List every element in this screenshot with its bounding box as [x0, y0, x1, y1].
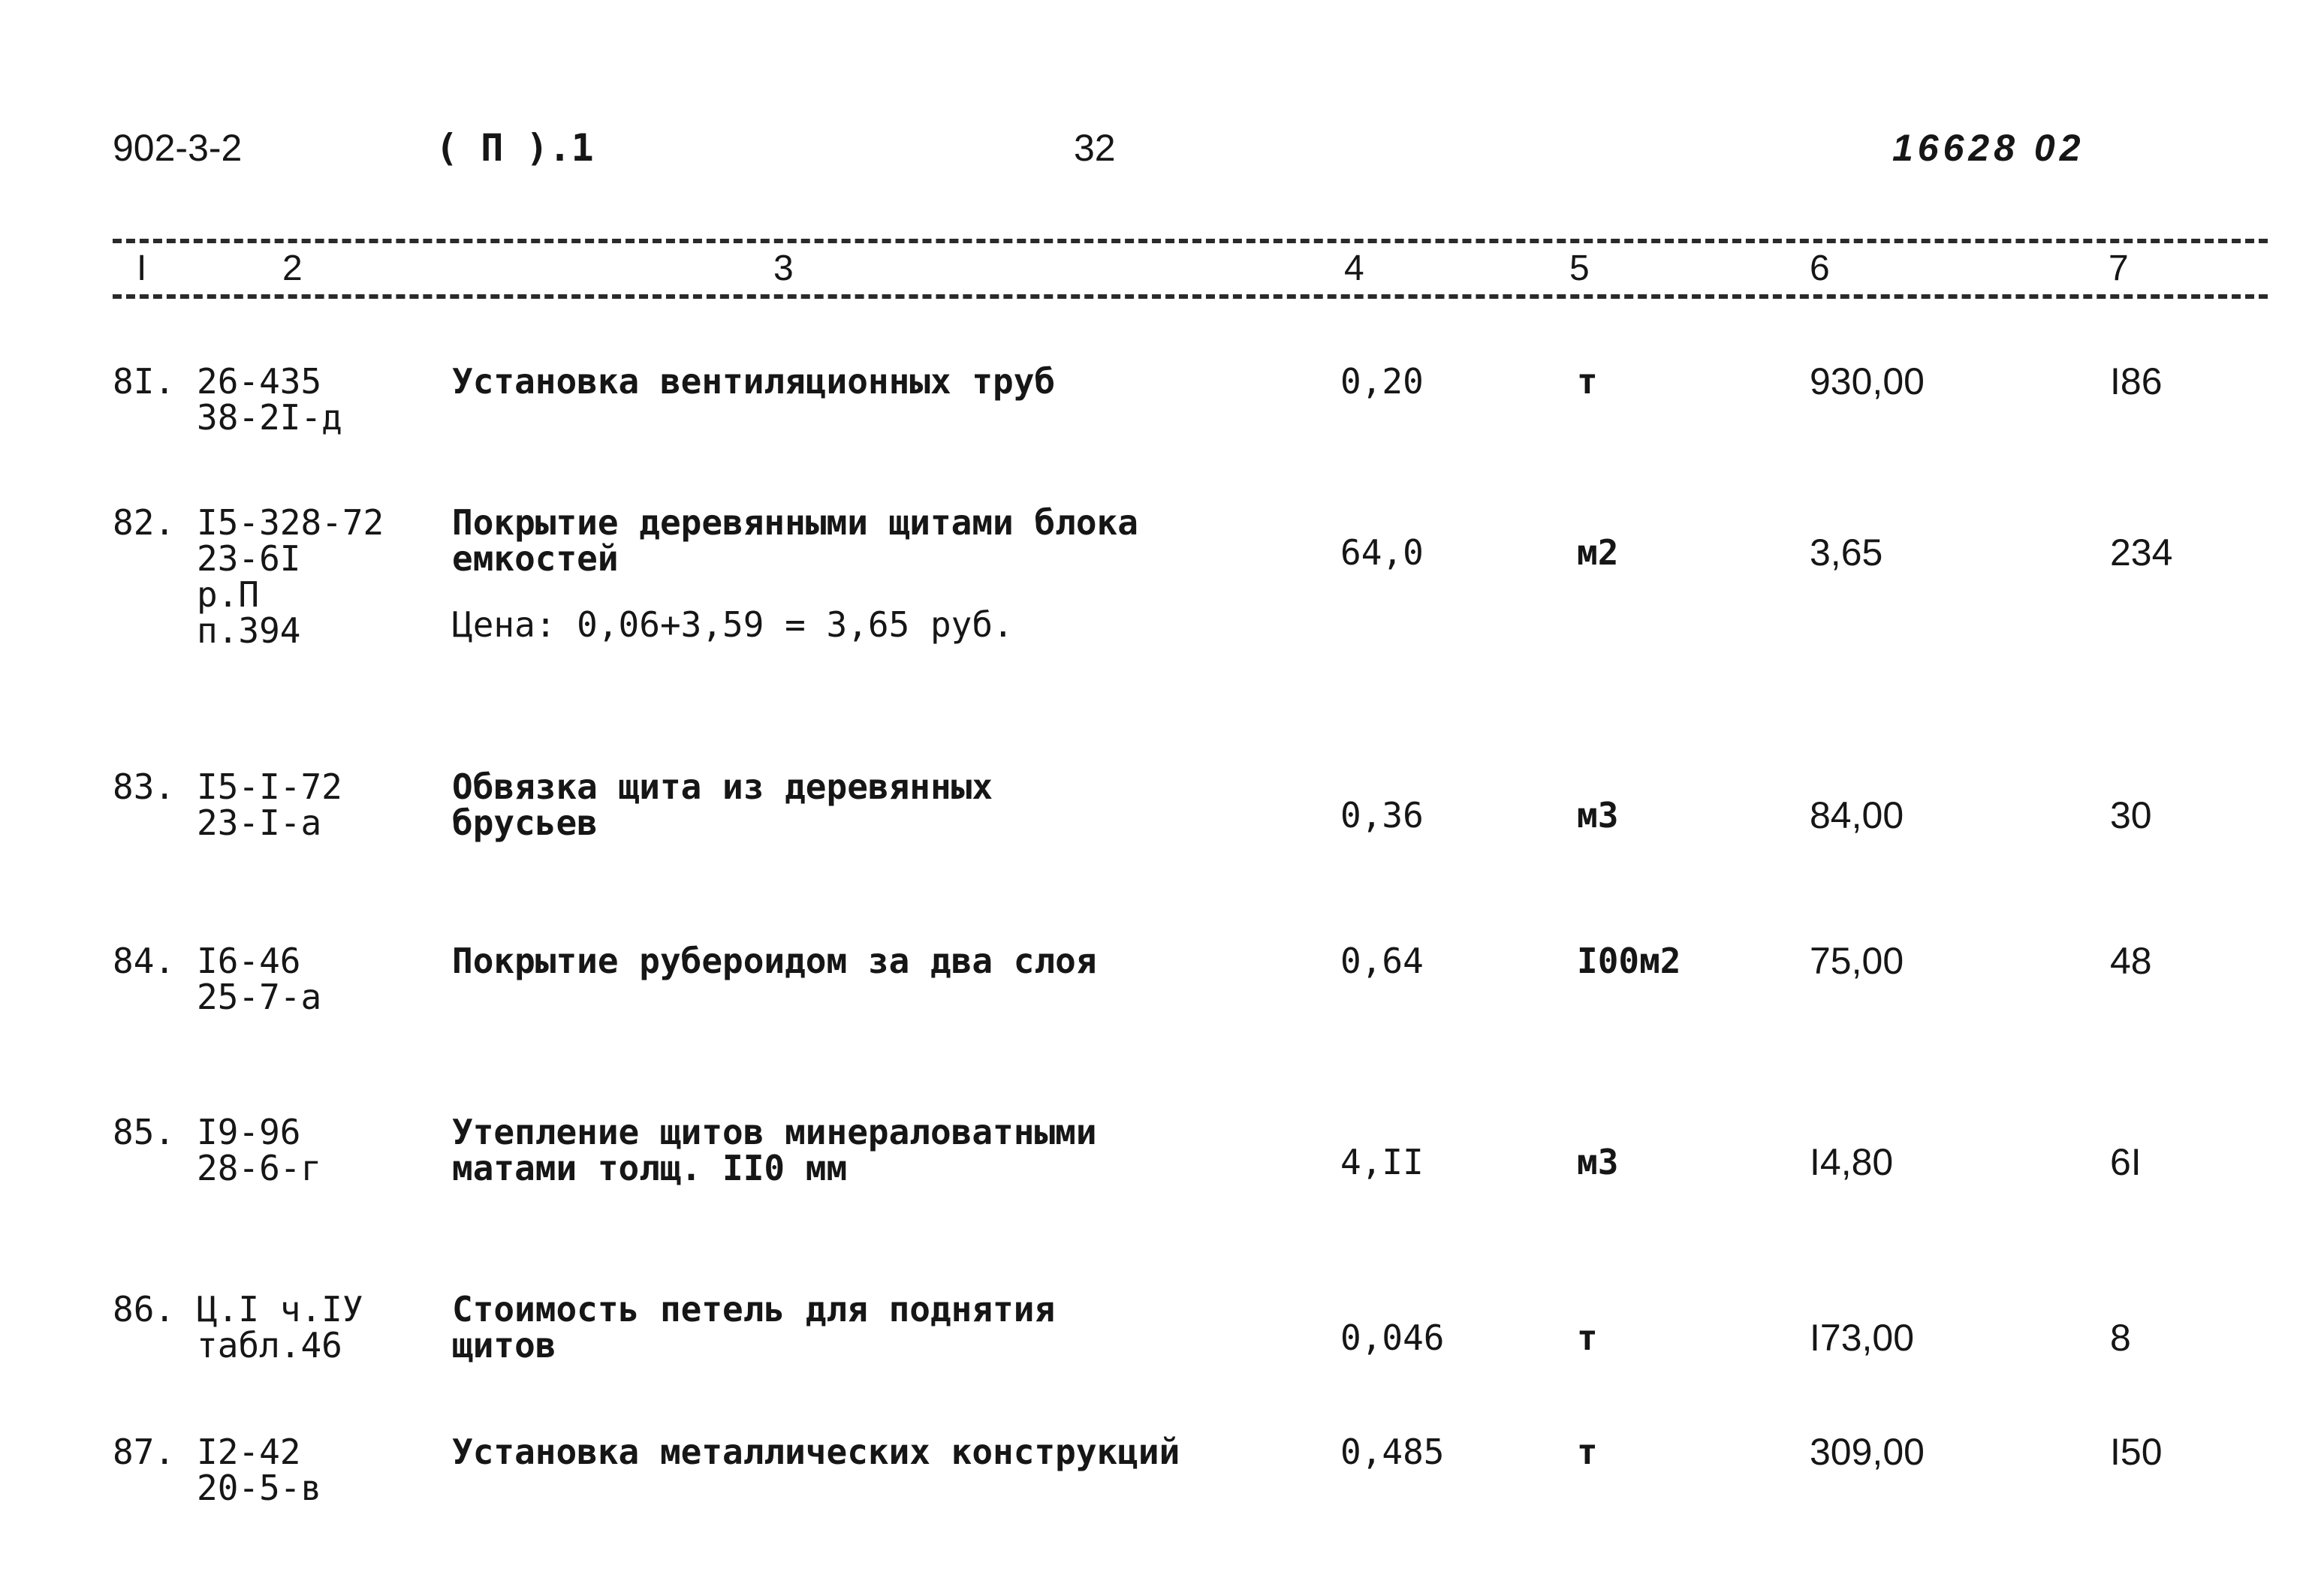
description-line: щитов [452, 1325, 556, 1366]
work-description [452, 943, 1097, 979]
total-cost: 48 [2110, 940, 2152, 982]
quantity: 0,64 [1340, 941, 1424, 981]
total-cost: 8 [2110, 1317, 2131, 1359]
inventory-number: 16628 02 [1892, 127, 2085, 169]
unit: т [1577, 361, 1598, 402]
section-label: ( П ).1 [436, 126, 594, 170]
work-description [452, 1114, 1097, 1186]
unit-price: 309,00 [1810, 1431, 1925, 1473]
rate-code-line: I2-42 [197, 1432, 301, 1472]
row-number: 85. [113, 1112, 176, 1152]
quantity: 64,0 [1340, 532, 1424, 573]
rate-code [197, 943, 321, 1015]
unit: I00м2 [1577, 941, 1681, 981]
rate-code [197, 1289, 363, 1366]
description-line: брусьев [452, 803, 598, 843]
work-description [452, 1289, 1056, 1366]
rate-code-line: 23-6I [197, 538, 301, 579]
description-line: Стоимость петель для поднятия [452, 1289, 1056, 1329]
rate-code [197, 1434, 321, 1506]
rate-code-line: 25-7-а [197, 977, 322, 1017]
rate-code-line: р.П [197, 574, 260, 615]
rate-code [197, 361, 342, 438]
unit-price: I73,00 [1810, 1317, 1915, 1359]
unit-price: 930,00 [1810, 360, 1925, 402]
rate-code-line: 23-I-а [197, 803, 322, 843]
unit: м3 [1577, 1142, 1619, 1182]
row-number: 86. [113, 1289, 176, 1329]
quantity: 0,485 [1340, 1432, 1445, 1472]
column-number-2: 2 [282, 248, 303, 288]
rate-code-line: 28-6-г [197, 1148, 322, 1188]
total-cost: I86 [2110, 360, 2163, 402]
total-cost: 6I [2110, 1141, 2142, 1183]
quantity: 4,II [1340, 1142, 1424, 1182]
rate-code-line: п.394 [197, 610, 301, 651]
row-number: 87. [113, 1432, 176, 1472]
total-cost: 30 [2110, 794, 2152, 836]
unit-price: 3,65 [1810, 531, 1883, 574]
rate-code-line: I5-I-72 [197, 766, 342, 807]
description-line: Установка вентиляционных труб [452, 361, 1056, 402]
unit: т [1577, 1317, 1598, 1358]
description-line: Покрытие деревянными щитами блока [452, 502, 1138, 543]
column-number-3: 3 [773, 248, 794, 288]
work-description [452, 1434, 1180, 1470]
rate-code-line: I9-96 [197, 1112, 301, 1152]
description-line: Обвязка щита из деревянных [452, 766, 993, 807]
unit: м3 [1577, 795, 1619, 836]
rate-code-line: 20-5-в [197, 1468, 322, 1508]
row-number: 83. [113, 766, 176, 807]
unit-price: I4,80 [1810, 1141, 1894, 1183]
description-line: матами толщ. II0 мм [452, 1148, 848, 1188]
price-note: Цена: 0,06+3,59 = 3,65 руб. [452, 604, 1014, 645]
total-cost: 234 [2110, 531, 2173, 574]
unit: м2 [1577, 532, 1619, 573]
rate-code-line: I6-46 [197, 941, 301, 981]
column-number-5: 5 [1569, 248, 1590, 288]
page-number: 32 [1074, 127, 1116, 169]
work-description [452, 504, 1138, 643]
row-number: 8I. [113, 361, 176, 402]
quantity: 0,046 [1340, 1317, 1445, 1358]
work-description [452, 766, 993, 843]
document-code: 902-3-2 [113, 127, 243, 169]
row-number: 82. [113, 502, 176, 543]
quantity: 0,36 [1340, 795, 1424, 836]
column-number-1: I [137, 248, 147, 288]
description-line: Установка металлических конструкций [452, 1432, 1180, 1472]
work-description [452, 361, 1056, 402]
description-line: емкостей [452, 538, 619, 579]
rate-code-line: табл.46 [197, 1325, 342, 1366]
header-top-rule [113, 239, 2268, 243]
unit-price: 84,00 [1810, 794, 1904, 836]
rate-code [197, 504, 384, 649]
rate-code-line: 38-2I-д [197, 397, 342, 438]
unit-price: 75,00 [1810, 940, 1904, 982]
column-number-7: 7 [2109, 248, 2129, 288]
column-number-4: 4 [1344, 248, 1364, 288]
header-bottom-rule [113, 294, 2268, 299]
rate-code [197, 766, 342, 843]
description-line: Утепление щитов минераловатными [452, 1112, 1097, 1152]
rate-code-line: Ц.I ч.IУ [197, 1289, 363, 1329]
total-cost: I50 [2110, 1431, 2163, 1473]
quantity: 0,20 [1340, 361, 1424, 402]
row-number: 84. [113, 941, 176, 981]
rate-code-line: 26-435 [197, 361, 322, 402]
unit: т [1577, 1432, 1598, 1472]
description-line: Покрытие рубероидом за два слоя [452, 941, 1097, 981]
column-number-6: 6 [1810, 248, 1830, 288]
rate-code-line: I5-328-72 [197, 502, 384, 543]
rate-code [197, 1114, 321, 1186]
